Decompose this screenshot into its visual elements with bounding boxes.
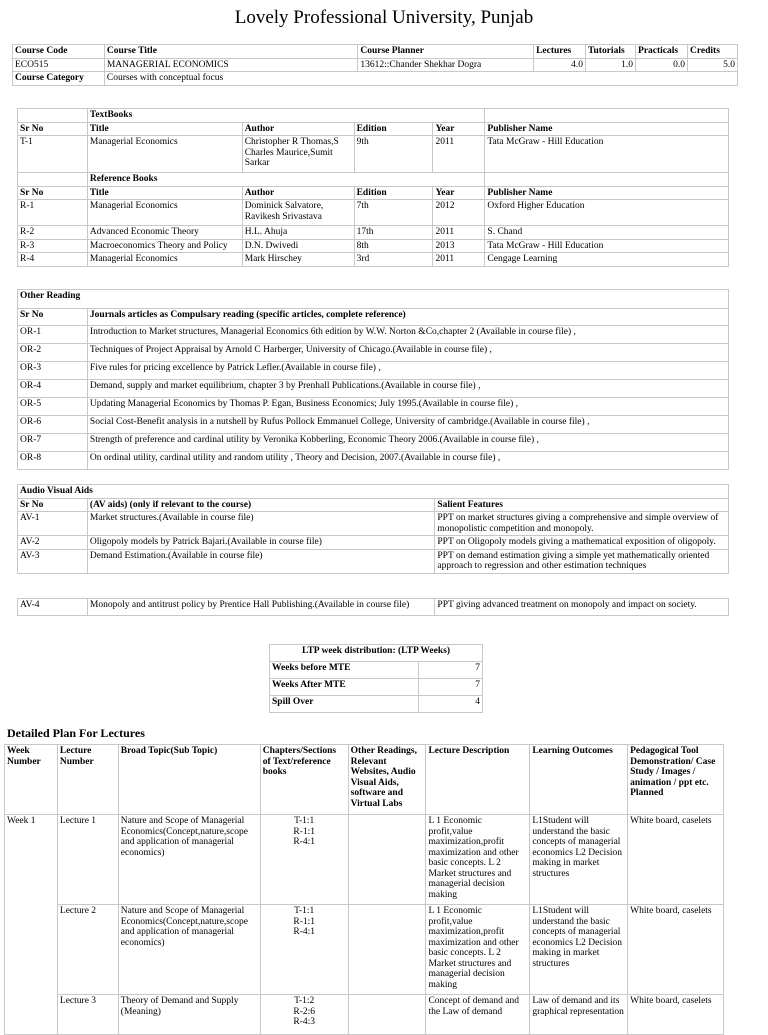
av-section-title: Audio Visual Aids: [18, 485, 729, 499]
plan-chapters: [260, 815, 348, 905]
ltp-header-row: [270, 645, 483, 662]
table-row: [18, 200, 729, 226]
reference-srno: R-4: [18, 253, 88, 267]
textbooks-section-title: TextBooks: [87, 109, 485, 123]
reference-title: Managerial Economics: [87, 200, 242, 226]
plan-chapter-ref: R-1:1: [293, 916, 315, 927]
ltp-header: LTP week distribution: (LTP Weeks): [270, 645, 483, 662]
header-tutorials: Tutorials: [586, 45, 636, 59]
textbooks-header-edition: Edition: [354, 122, 433, 136]
plan-outcomes: L1Student will understand the basic concepts of managerial economics L2 Decision making in market structures: [530, 905, 628, 995]
plan-lecture-number: Lecture 3: [57, 995, 118, 1035]
other-reading-section-row: [18, 290, 729, 309]
plan-week: Week 1: [5, 815, 58, 1035]
other-reading-text: Social Cost-Benefit analysis in a nutshell by Rufus Pollock Emmanuel College, University of cambridge.(Available in course file) ,: [87, 416, 728, 434]
course-category-label: Course Category: [13, 72, 105, 86]
reference-year: 2013: [433, 239, 485, 253]
textbooks-header-srno: Sr No: [18, 122, 88, 136]
table-row: [270, 696, 483, 713]
table-row: [18, 136, 729, 173]
ltp-value: 7: [419, 679, 483, 696]
table-row: [18, 549, 729, 573]
plan-topic: Nature and Scope of Managerial Economics(Concept,nature,scope and application of managerial economics): [118, 905, 260, 995]
other-reading-srno: OR-1: [18, 326, 88, 344]
plan-outcomes: L1Student will understand the basic concepts of managerial economics L2 Decision making in market structures: [530, 815, 628, 905]
plan-tool: White board, caselets: [628, 905, 724, 995]
table-row: [5, 815, 724, 905]
reference-author: H.L. Ahuja: [242, 226, 354, 240]
plan-header-other: Other Readings, Relevant Websites, Audio Visual Aids, software and Virtual Labs: [348, 745, 426, 815]
reference-author: Dominick Salvatore, Ravikesh Srivastava: [242, 200, 354, 226]
other-reading-text: Demand, supply and market equilibrium, chapter 3 by Prenhall Publications.(Available in course file) ,: [87, 380, 728, 398]
reference-edition: 17th: [354, 226, 433, 240]
other-reading-srno: OR-8: [18, 452, 88, 470]
other-reading-srno: OR-2: [18, 344, 88, 362]
other-reading-header-srno: Sr No: [18, 309, 88, 326]
reference-year: 2011: [433, 226, 485, 240]
plan-chapter-ref: T-1:1: [294, 816, 315, 826]
table-row: [18, 434, 729, 452]
reference-section-title: Reference Books: [87, 173, 485, 187]
plan-lecture-number: Lecture 1: [57, 815, 118, 905]
reference-title: Managerial Economics: [87, 253, 242, 267]
textbook-srno: T-1: [18, 136, 88, 173]
course-title: MANAGERIAL ECONOMICS: [104, 58, 358, 72]
other-reading-table: [17, 289, 729, 470]
reference-srno: R-1: [18, 200, 88, 226]
audio-visual-table-continued: [17, 598, 729, 616]
practicals-value: 0.0: [636, 58, 688, 72]
plan-chapter-ref: R-4:1: [293, 927, 315, 937]
header-course-planner: Course Planner: [358, 45, 534, 59]
course-planner: 13612::Chander Shekhar Dogra: [358, 58, 534, 72]
table-row: [18, 326, 729, 344]
reference-header-author: Author: [242, 186, 354, 200]
course-category-value: Courses with conceptual focus: [104, 72, 737, 86]
table-row: [18, 380, 729, 398]
textbooks-header-publisher: Publisher Name: [485, 122, 729, 136]
other-reading-text: Strength of preference and cardinal utility by Veronika Kobberling, Economic Theory 2006.(Available in course file) ,: [87, 434, 728, 452]
tutorials-value: 1.0: [586, 58, 636, 72]
table-row: [18, 362, 729, 380]
av-feature: PPT on market structures giving a comprehensive and simple overview of monopolistic competition and monopoly.: [435, 512, 729, 536]
av-srno: AV-2: [18, 536, 88, 550]
ltp-value: 7: [419, 662, 483, 679]
plan-other: [348, 905, 426, 995]
reference-srno: R-2: [18, 226, 88, 240]
reference-header-year: Year: [433, 186, 485, 200]
av-srno: AV-1: [18, 512, 88, 536]
plan-chapters: [260, 905, 348, 995]
reference-section-row: [18, 173, 729, 187]
ltp-label: Weeks before MTE: [270, 662, 419, 679]
other-reading-srno: OR-5: [18, 398, 88, 416]
reference-publisher: S. Chand: [485, 226, 729, 240]
other-reading-text: Five rules for pricing excellence by Patrick Lefler.(Available in course file) ,: [87, 362, 728, 380]
credits-value: 5.0: [687, 58, 737, 72]
reference-author: D.N. Dwivedi: [242, 239, 354, 253]
detailed-plan-title: Detailed Plan For Lectures: [7, 726, 145, 740]
plan-chapter-ref: R-4:1: [293, 837, 315, 847]
other-reading-srno: OR-4: [18, 380, 88, 398]
course-header-row: [13, 45, 738, 59]
ltp-table: [269, 644, 483, 713]
plan-other: [348, 995, 426, 1035]
textbooks-header-title: Title: [87, 122, 242, 136]
plan-tool: White board, caselets: [628, 995, 724, 1035]
lectures-value: 4.0: [534, 58, 586, 72]
reference-edition: 8th: [354, 239, 433, 253]
av-srno: AV-3: [18, 549, 88, 573]
av-header-features: Salient Features: [435, 498, 729, 512]
course-info-table: [12, 44, 738, 86]
av-feature: PPT on Oligopoly models giving a mathematical exposition of oligopoly.: [435, 536, 729, 550]
av-feature: PPT giving advanced treatment on monopoly and impact on society.: [435, 599, 729, 616]
table-row: [270, 679, 483, 696]
av-aid: Monopoly and antitrust policy by Prentice Hall Publishing.(Available in course file): [87, 599, 435, 616]
ltp-value: 4: [419, 696, 483, 713]
header-practicals: Practicals: [636, 45, 688, 59]
other-reading-srno: OR-7: [18, 434, 88, 452]
plan-tool: White board, caselets: [628, 815, 724, 905]
plan-chapter-ref: R-4:3: [293, 1017, 315, 1027]
course-value-row: [13, 58, 738, 72]
other-reading-text: Techniques of Project Appraisal by Arnold C Harberger, University of Chicago.(Available in course file) ,: [87, 344, 728, 362]
plan-topic: Nature and Scope of Managerial Economics(Concept,nature,scope and application of managerial economics): [118, 815, 260, 905]
plan-topic: Theory of Demand and Supply (Meaning): [118, 995, 260, 1035]
header-lectures: Lectures: [534, 45, 586, 59]
reference-title: Advanced Economic Theory: [87, 226, 242, 240]
table-row: [18, 398, 729, 416]
table-row: [18, 599, 729, 616]
textbook-edition: 9th: [354, 136, 433, 173]
reference-edition: 7th: [354, 200, 433, 226]
other-reading-section-title: Other Reading: [18, 290, 729, 309]
av-aid: Market structures.(Available in course file): [87, 512, 434, 536]
plan-chapter-ref: R-2:6: [293, 1006, 315, 1017]
plan-header-topic: Broad Topic(Sub Topic): [118, 745, 260, 815]
reference-year: 2011: [433, 253, 485, 267]
reference-edition: 3rd: [354, 253, 433, 267]
reference-header-row: [18, 186, 729, 200]
textbooks-section-row: [18, 109, 729, 123]
table-row: [18, 452, 729, 470]
course-category-row: [13, 72, 738, 86]
textbook-author: Christopher R Thomas,S Charles Maurice,Sumit Sarkar: [242, 136, 354, 173]
table-row: [5, 905, 724, 995]
reference-header-title: Title: [87, 186, 242, 200]
header-course-title: Course Title: [104, 45, 358, 59]
textbook-publisher: Tata McGraw - Hill Education: [485, 136, 729, 173]
other-reading-srno: OR-6: [18, 416, 88, 434]
plan-chapter-ref: T-1:2: [294, 996, 315, 1006]
plan-other: [348, 815, 426, 905]
other-reading-srno: OR-3: [18, 362, 88, 380]
other-reading-text: Introduction to Market structures, Managerial Economics 6th edition by W.W. Norton &Co,chapter 2 (Available in course file) ,: [87, 326, 728, 344]
textbooks-header-author: Author: [242, 122, 354, 136]
av-feature: PPT on demand estimation giving a simple yet mathematically oriented approach to regression and other estimation techniques: [435, 549, 729, 573]
other-reading-text: On ordinal utility, cardinal utility and random utility , Theory and Decision, 2007.(Available in course file) ,: [87, 452, 728, 470]
ltp-label: Spill Over: [270, 696, 419, 713]
reference-publisher: Tata McGraw - Hill Education: [485, 239, 729, 253]
header-credits: Credits: [687, 45, 737, 59]
books-table: [17, 108, 729, 267]
table-row: [18, 416, 729, 434]
table-row: [270, 662, 483, 679]
plan-description: L 1 Economic profit,value maximization,profit maximization and other basic concepts. L 2 Market structures and managerial decision making: [426, 905, 530, 995]
course-code: ECO515: [13, 58, 105, 72]
plan-chapters: [260, 995, 348, 1035]
av-header-aids: (AV aids) (only if relevant to the course): [87, 498, 434, 512]
textbooks-header-row: [18, 122, 729, 136]
plan-header-row: [5, 745, 724, 815]
table-row: [18, 253, 729, 267]
reference-title: Macroeconomics Theory and Policy: [87, 239, 242, 253]
reference-header-edition: Edition: [354, 186, 433, 200]
reference-header-srno: Sr No: [18, 186, 88, 200]
plan-header-chapters: Chapters/Sections of Text/reference books: [260, 745, 348, 815]
av-srno: AV-4: [18, 599, 88, 616]
plan-header-description: Lecture Description: [426, 745, 530, 815]
lecture-plan-table: [4, 744, 724, 1035]
reference-year: 2012: [433, 200, 485, 226]
reference-srno: R-3: [18, 239, 88, 253]
reference-publisher: Cengage Learning: [485, 253, 729, 267]
other-reading-header-journals: Journals articles as Compulsary reading (specific articles, complete reference): [87, 309, 728, 326]
header-course-code: Course Code: [13, 45, 105, 59]
table-row: [18, 239, 729, 253]
plan-description: Concept of demand and the Law of demand: [426, 995, 530, 1035]
table-row: [18, 226, 729, 240]
table-row: [5, 995, 724, 1035]
av-aid: Oligopoly models by Patrick Bajari.(Available in course file): [87, 536, 434, 550]
av-header-srno: Sr No: [18, 498, 88, 512]
plan-header-tool: Pedagogical Tool Demonstration/ Case Study / Images / animation / ppt etc. Planned: [628, 745, 724, 815]
ltp-label: Weeks After MTE: [270, 679, 419, 696]
reference-author: Mark Hirschey: [242, 253, 354, 267]
textbook-year: 2011: [433, 136, 485, 173]
table-row: [18, 512, 729, 536]
reference-header-publisher: Publisher Name: [485, 186, 729, 200]
textbook-title: Managerial Economics: [87, 136, 242, 173]
plan-description: L 1 Economic profit,value maximization,profit maximization and other basic concepts. L 2 Market structures and managerial decision making: [426, 815, 530, 905]
table-row: [18, 344, 729, 362]
plan-header-week: Week Number: [5, 745, 58, 815]
plan-header-outcomes: Learning Outcomes: [530, 745, 628, 815]
plan-outcomes: Law of demand and its graphical representation: [530, 995, 628, 1035]
other-reading-text: Updating Managerial Economics by Thomas P. Egan, Business Economics; July 1995.(Available in course file) ,: [87, 398, 728, 416]
av-aid: Demand Estimation.(Available in course file): [87, 549, 434, 573]
other-reading-header-row: [18, 309, 729, 326]
plan-chapter-ref: R-1:1: [293, 826, 315, 837]
av-section-row: [18, 485, 729, 499]
reference-publisher: Oxford Higher Education: [485, 200, 729, 226]
av-header-row: [18, 498, 729, 512]
plan-lecture-number: Lecture 2: [57, 905, 118, 995]
audio-visual-table: [17, 484, 729, 574]
plan-chapter-ref: T-1:1: [294, 906, 315, 916]
table-row: [18, 536, 729, 550]
plan-header-lecture: Lecture Number: [57, 745, 118, 815]
textbooks-header-year: Year: [433, 122, 485, 136]
page-title: Lovely Professional University, Punjab: [234, 7, 534, 28]
